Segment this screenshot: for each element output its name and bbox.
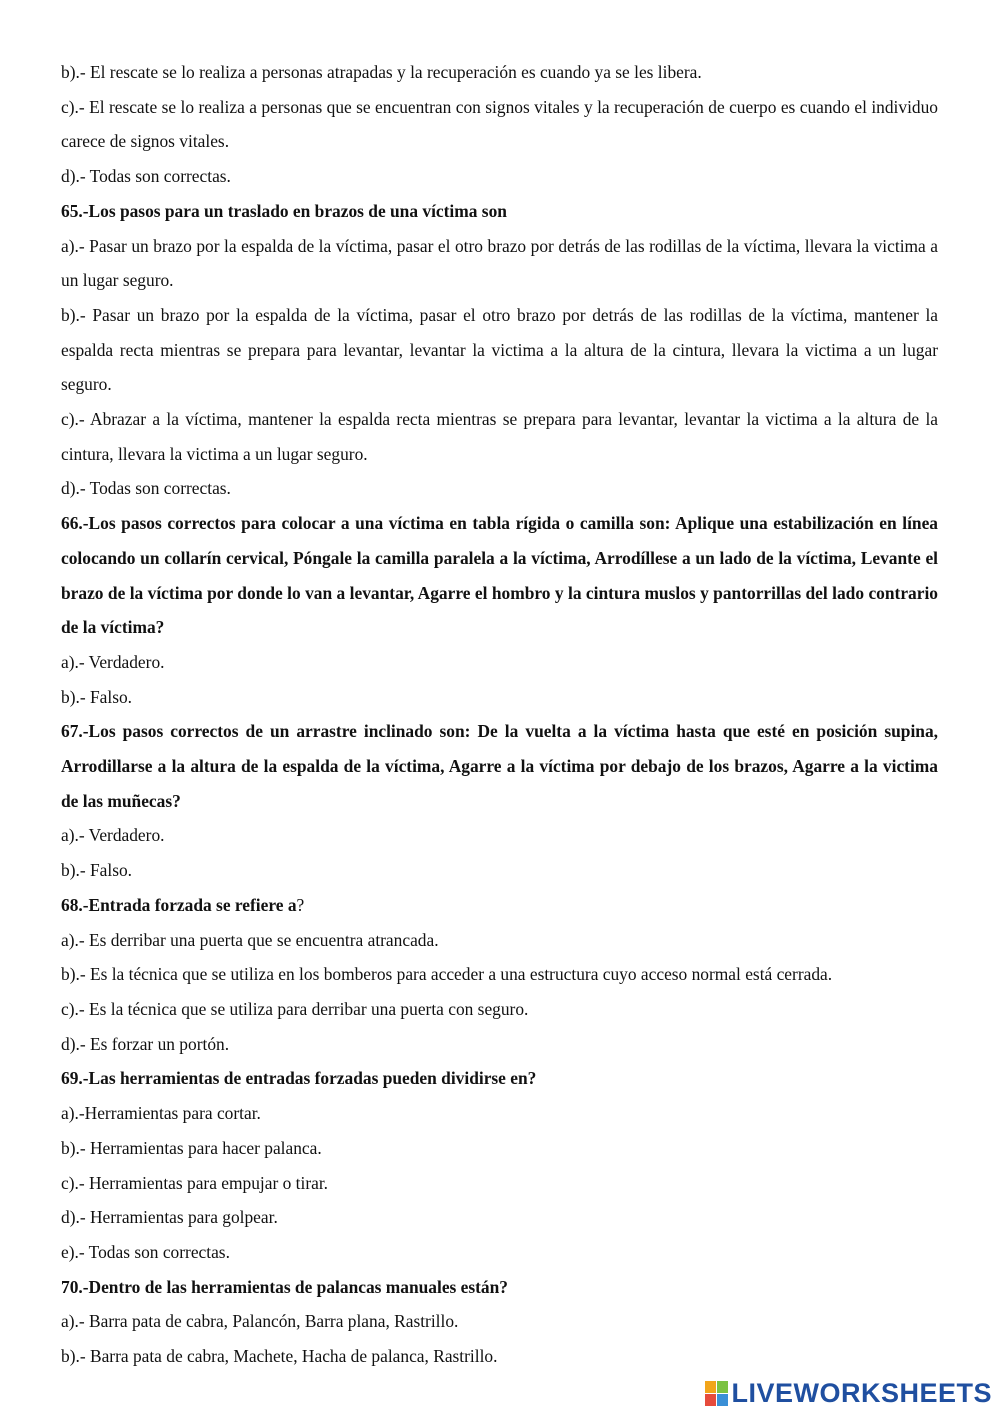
answer-option: b).- El rescate se lo realiza a personas atrapadas y la recuperación es cuando ya se les libera. (61, 62, 702, 82)
answer-option: a).- Verdadero. (61, 825, 165, 846)
answer-option: a).- Verdadero. (61, 651, 165, 672)
question-67: 67.-Los pasos correctos de un arrastre inclinado son: De la vuelta a la víctima hasta que esté en posición supina, Arrodillarse a la altura de la espalda de la víctima, Agarre a la víctima por debajo de los brazos, Agarre a la victima de las muñecas? (61, 721, 938, 811)
answer-option: d).- Herramientas para golpear. (61, 1207, 278, 1228)
answer-option: e).- Todas son correctas. (61, 1241, 230, 1262)
question-text: 68.-Entrada forzada se refiere a (61, 894, 297, 915)
question-65: 65.-Los pasos para un traslado en brazos de una víctima son (61, 200, 507, 221)
liveworksheets-logo-icon (705, 1381, 728, 1406)
answer-option: b).- Falso. (61, 860, 133, 881)
watermark-text: LIVEWORKSHEETS (731, 1378, 992, 1408)
answer-option: b).- Falso. (61, 686, 133, 707)
question-69: 69.-Las herramientas de entradas forzadas pueden dividirse en? (61, 1068, 537, 1089)
answer-option: d).- Todas son correctas. (61, 166, 231, 187)
answer-option: c).- El rescate se lo realiza a personas que se encuentran con signos vitales y la recuperación de cuerpo es cuando el individuo carece de signos vitales. (61, 96, 938, 152)
answer-option: b).- Pasar un brazo por la espalda de la víctima, pasar el otro brazo por detrás de las rodillas de la víctima, mantener la espalda recta mientras se prepara para levantar, levantar la victima a la altura de la cintura, llevara la victima a un lugar seguro. (61, 304, 938, 395)
question-68 (61, 888, 938, 923)
answer-option: a).- Barra pata de cabra, Palancón, Barra plana, Rastrillo. (61, 1311, 459, 1332)
answer-option: c).- Abrazar a la víctima, mantener la espalda recta mientras se prepara para levantar, levantar la victima a la altura de la cintura, llevara la victima a un lugar seguro. (61, 409, 938, 464)
question-66: 66.-Los pasos correctos para colocar a una víctima en tabla rígida o camilla son: Aplique una estabilización en línea colocando un collarín cervical, Póngale la camilla paralela a la víctima, Arrodíllese a un lado de la víctima, Levante el brazo de la víctima por donde lo van a levantar, Agarre el hombro y la cintura muslos y pantorrillas del lado contrario de la víctima? (61, 513, 938, 638)
answer-option: b).- Es la técnica que se utiliza en los bomberos para acceder a una estructura cuyo acceso normal está cerrada. (61, 964, 833, 985)
answer-option: b).- Herramientas para hacer palanca. (61, 1137, 322, 1158)
answer-option: a).- Es derribar una puerta que se encuentra atrancada. (61, 929, 439, 950)
answer-option: c).- Herramientas para empujar o tirar. (61, 1172, 329, 1193)
answer-option: d).- Es forzar un portón. (61, 1033, 230, 1054)
worksheet-content (61, 55, 938, 1374)
answer-option: a).-Herramientas para cortar. (61, 1103, 261, 1124)
question-70: 70.-Dentro de las herramientas de palancas manuales están? (61, 1276, 508, 1297)
answer-option: b).- Barra pata de cabra, Machete, Hacha de palanca, Rastrillo. (61, 1346, 498, 1367)
question-mark: ? (296, 894, 305, 915)
liveworksheets-watermark (705, 1378, 992, 1409)
answer-option: d).- Todas son correctas. (61, 478, 231, 499)
answer-option: a).- Pasar un brazo por la espalda de la víctima, pasar el otro brazo por detrás de las rodillas de la víctima, llevara la victima a un lugar seguro. (61, 235, 938, 291)
answer-option: c).- Es la técnica que se utiliza para derribar una puerta con seguro. (61, 998, 529, 1019)
